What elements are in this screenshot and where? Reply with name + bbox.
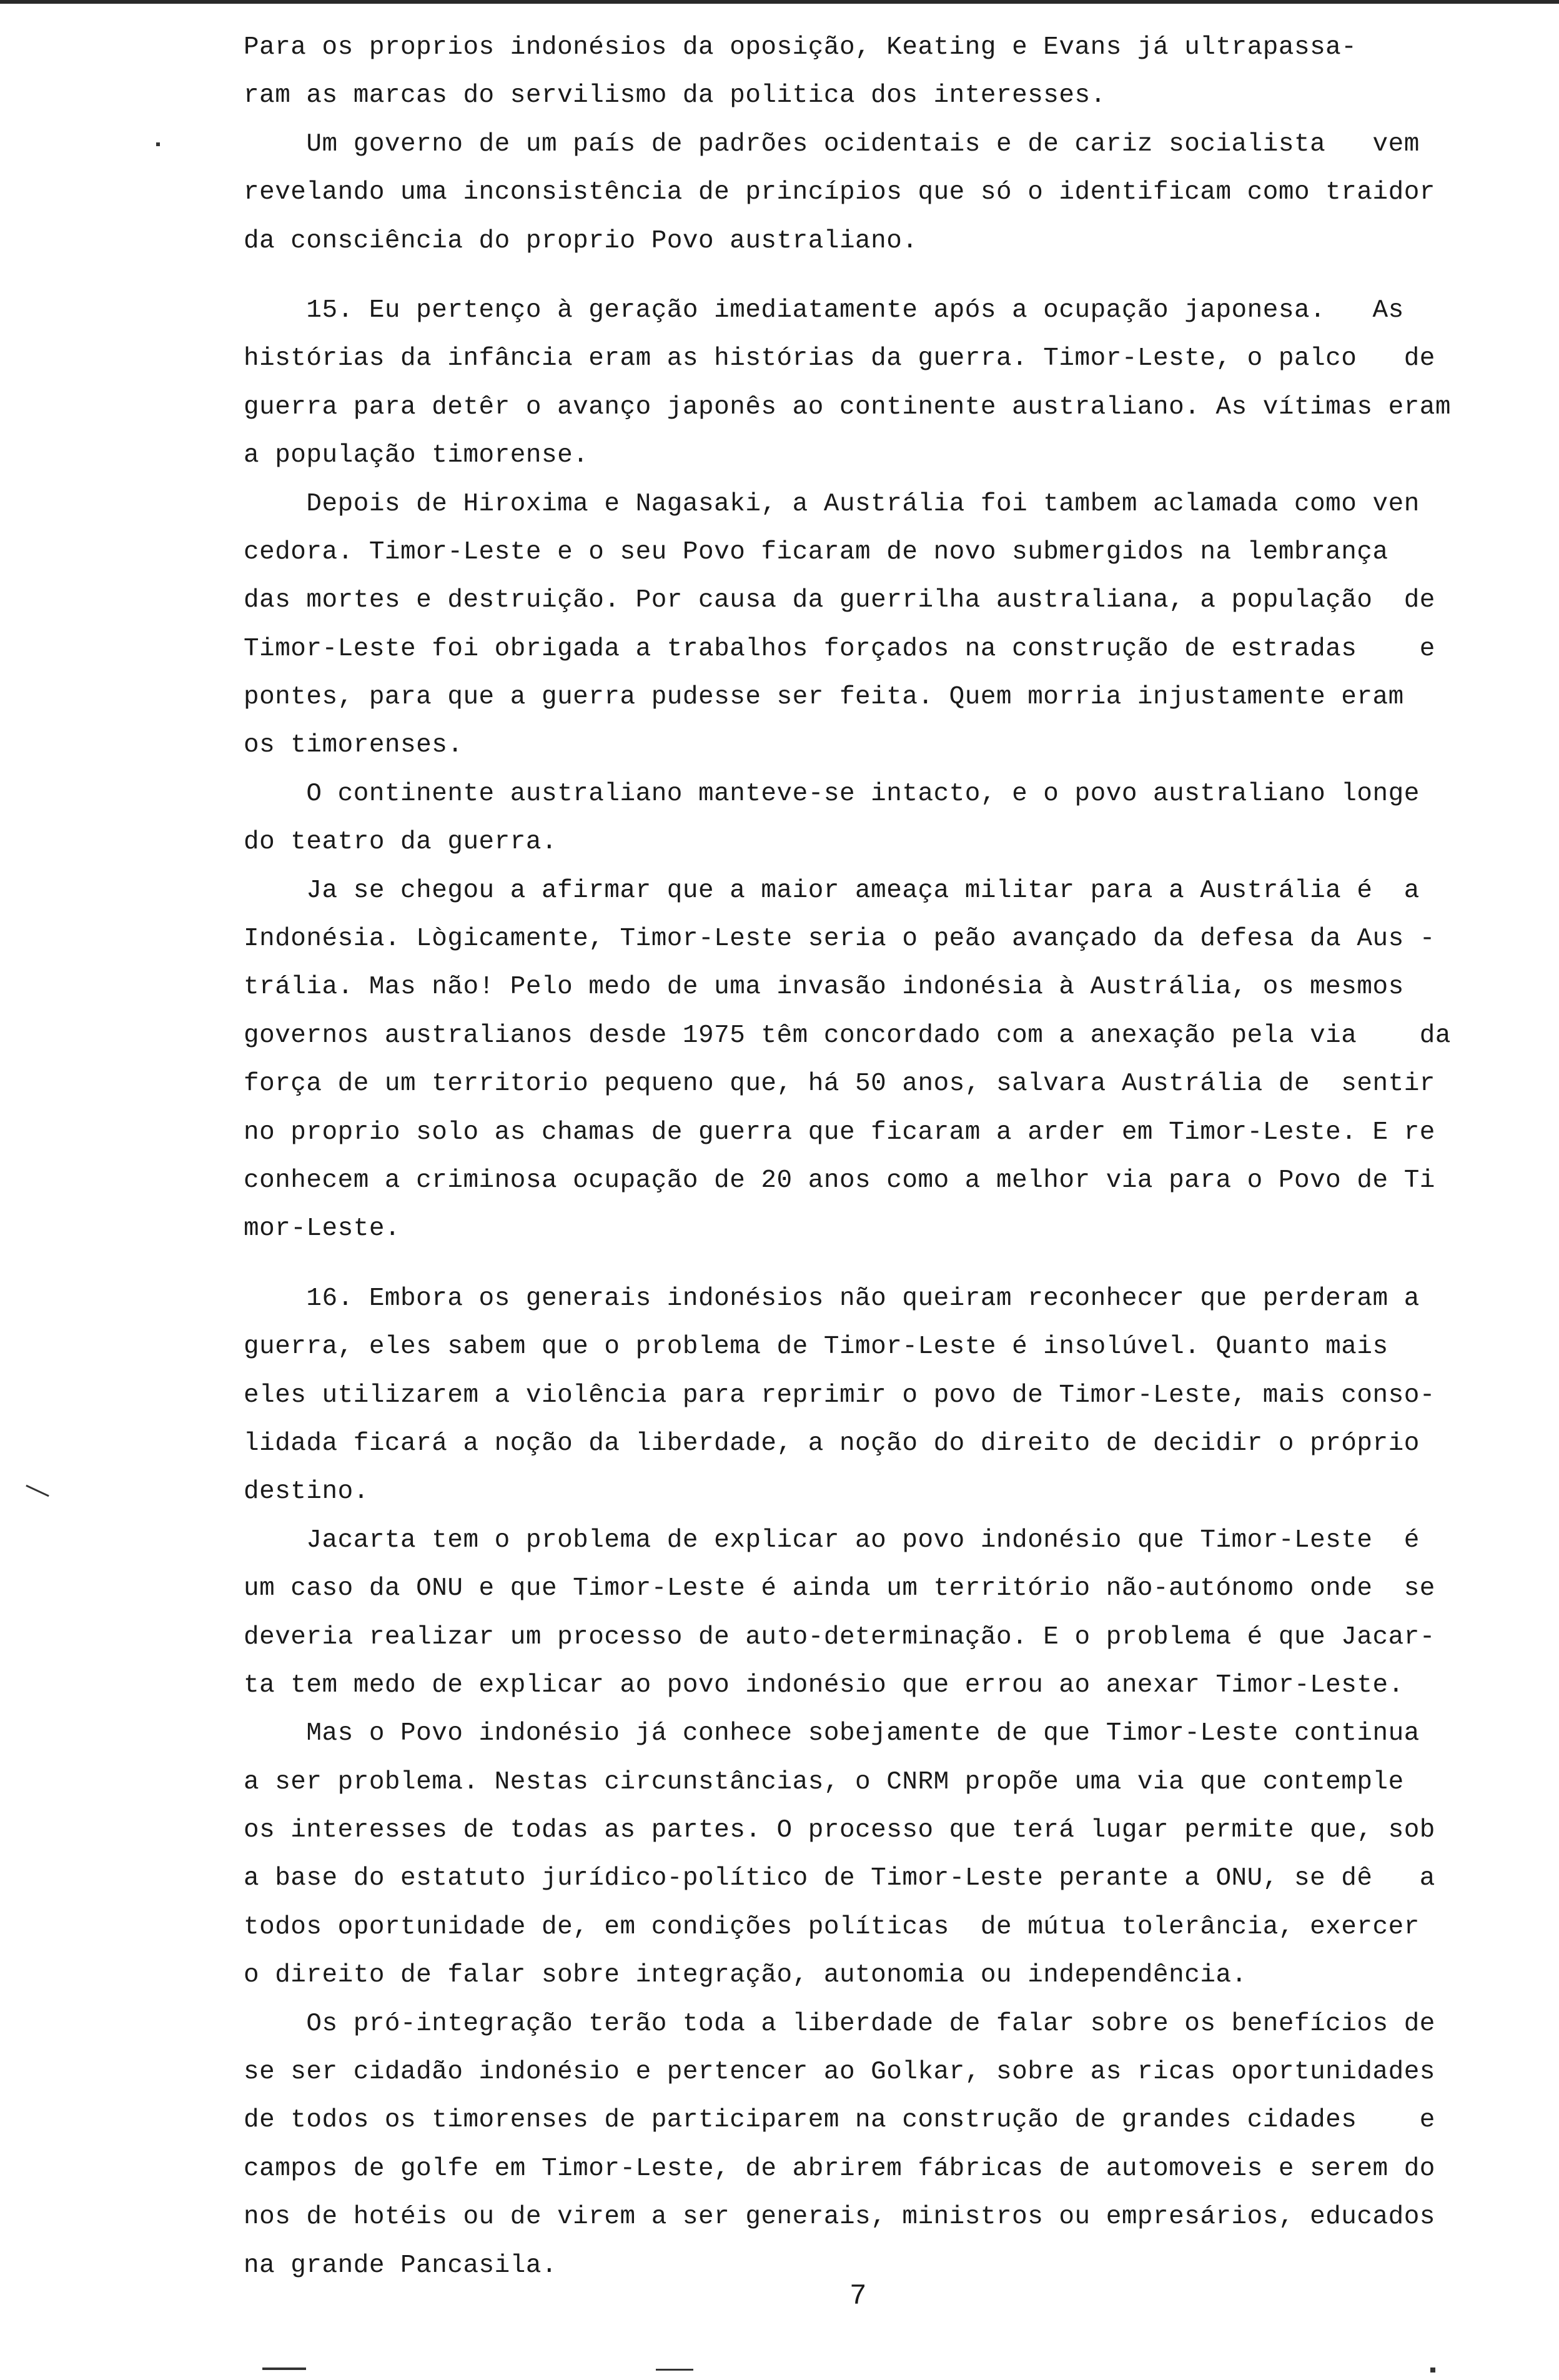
text-line: mor-Leste.	[244, 1214, 401, 1244]
text-line: Mas o Povo indonésio já conhece sobejamente de que Timor-Leste continua	[244, 1719, 1420, 1748]
paragraph-gap	[244, 1254, 1555, 1275]
text-line: os timorenses.	[244, 731, 463, 760]
scan-mark	[262, 2368, 306, 2370]
text-line: guerra, eles sabem que o problema de Timor-Leste é insolúvel. Quanto mais	[244, 1332, 1388, 1362]
text-line: o direito de falar sobre integração, autonomia ou independência.	[244, 1961, 1247, 1990]
text-line: a base do estatuto jurídico-político de Timor-Leste perante a ONU, se dê a	[244, 1864, 1435, 1893]
text-line: Timor-Leste foi obrigada a trabalhos forçados na construção de estradas e	[244, 634, 1435, 663]
text-line: Jacarta tem o problema de explicar ao povo indonésio que Timor-Leste é	[244, 1525, 1420, 1555]
paragraph-gap	[244, 265, 1555, 287]
text-line: trália. Mas não! Pelo medo de uma invasão indonésia à Austrália, os mesmos	[244, 973, 1404, 1002]
text-line: governos australianos desde 1975 têm concordado com a anexação pela via da	[244, 1021, 1452, 1050]
text-line: deveria realizar um processo de auto-determinação. E o problema é que Jacar-	[244, 1622, 1435, 1652]
text-line: de todos os timorenses de participarem na construção de grandes cidades e	[244, 2106, 1435, 2135]
text-line: eles utilizarem a violência para reprimir o povo de Timor-Leste, mais conso-	[244, 1381, 1435, 1410]
text-line: força de um territorio pequeno que, há 50 anos, salvara Austrália de sentir	[244, 1069, 1435, 1099]
text-line: lidada ficará a noção da liberdade, a noção do direito de decidir o próprio	[244, 1429, 1420, 1458]
text-line: ram as marcas do servilismo da politica dos interesses.	[244, 81, 1106, 111]
text-line: um caso da ONU e que Timor-Leste é ainda um território não-autónomo onde se	[244, 1574, 1435, 1604]
text-line: histórias da infância eram as histórias da guerra. Timor-Leste, o palco de	[244, 344, 1435, 374]
text-line: a população timorense.	[244, 441, 589, 470]
text-line: cedora. Timor-Leste e o seu Povo ficaram de novo submergidos na lembrança	[244, 537, 1388, 567]
text-line: 15. Eu pertenço à geração imediatamente após a ocupação japonesa. As	[244, 295, 1404, 325]
text-line: destino.	[244, 1477, 369, 1507]
text-line: guerra para detêr o avanço japonês ao continente australiano. As vítimas eram	[244, 392, 1452, 422]
text-line: O continente australiano manteve-se intacto, e o povo australiano longe	[244, 779, 1420, 808]
scan-mark	[26, 1485, 49, 1497]
text-line: da consciência do proprio Povo australiano.	[244, 226, 918, 255]
text-line: na grande Pancasila.	[244, 2251, 558, 2280]
scan-mark	[656, 2369, 693, 2371]
scan-mark	[156, 142, 160, 146]
text-line: nos de hotéis ou de virem a ser generais, ministros ou empresários, educados	[244, 2203, 1435, 2232]
text-line: Ja se chegou a afirmar que a maior ameaça militar para a Austrália é a	[244, 876, 1420, 905]
text-line: todos oportunidade de, em condições políticas de mútua tolerância, exercer	[244, 1912, 1420, 1941]
text-line: Um governo de um país de padrões ocidentais e de cariz socialista vem	[244, 129, 1420, 159]
text-line: campos de golfe em Timor-Leste, de abrirem fábricas de automoveis e serem do	[244, 2154, 1435, 2183]
text-line: Indonésia. Lògicamente, Timor-Leste seria o peão avançado da defesa da Aus -	[244, 925, 1435, 954]
text-line: os interesses de todas as partes. O processo que terá lugar permite que, sob	[244, 1816, 1435, 1845]
body-text	[244, 24, 1555, 2290]
top-scan-edge	[0, 0, 1559, 4]
text-line: 16. Embora os generais indonésios não queiram reconhecer que perderam a	[244, 1284, 1420, 1313]
text-line: se ser cidadão indonésio e pertencer ao Golkar, sobre as ricas oportunidades	[244, 2058, 1435, 2087]
text-line: Depois de Hiroxima e Nagasaki, a Austrália foi tambem aclamada como ven	[244, 489, 1420, 518]
text-line: ta tem medo de explicar ao povo indonésio que errou ao anexar Timor-Leste.	[244, 1670, 1404, 1700]
text-line: conhecem a criminosa ocupação de 20 anos como a melhor via para o Povo de Ti	[244, 1166, 1435, 1195]
text-line: a ser problema. Nestas circunstâncias, o CNRM propõe uma via que contemple	[244, 1767, 1404, 1797]
text-line: pontes, para que a guerra pudesse ser feita. Quem morria injustamente eram	[244, 683, 1404, 712]
text-line: do teatro da guerra.	[244, 828, 558, 857]
scan-mark	[1430, 2368, 1435, 2373]
text-line: das mortes e destruição. Por causa da guerrilha australiana, a população de	[244, 586, 1435, 615]
text-line: revelando uma inconsistência de princípios que só o identificam como traidor	[244, 178, 1435, 207]
text-line: Os pró-integração terão toda a liberdade de falar sobre os benefícios de	[244, 2009, 1435, 2038]
text-line: Para os proprios indonésios da oposição, Keating e Evans já ultrapassa-	[244, 33, 1357, 62]
page-number: 7	[849, 2280, 867, 2313]
text-line: no proprio solo as chamas de guerra que ficaram a arder em Timor-Leste. E re	[244, 1118, 1435, 1147]
